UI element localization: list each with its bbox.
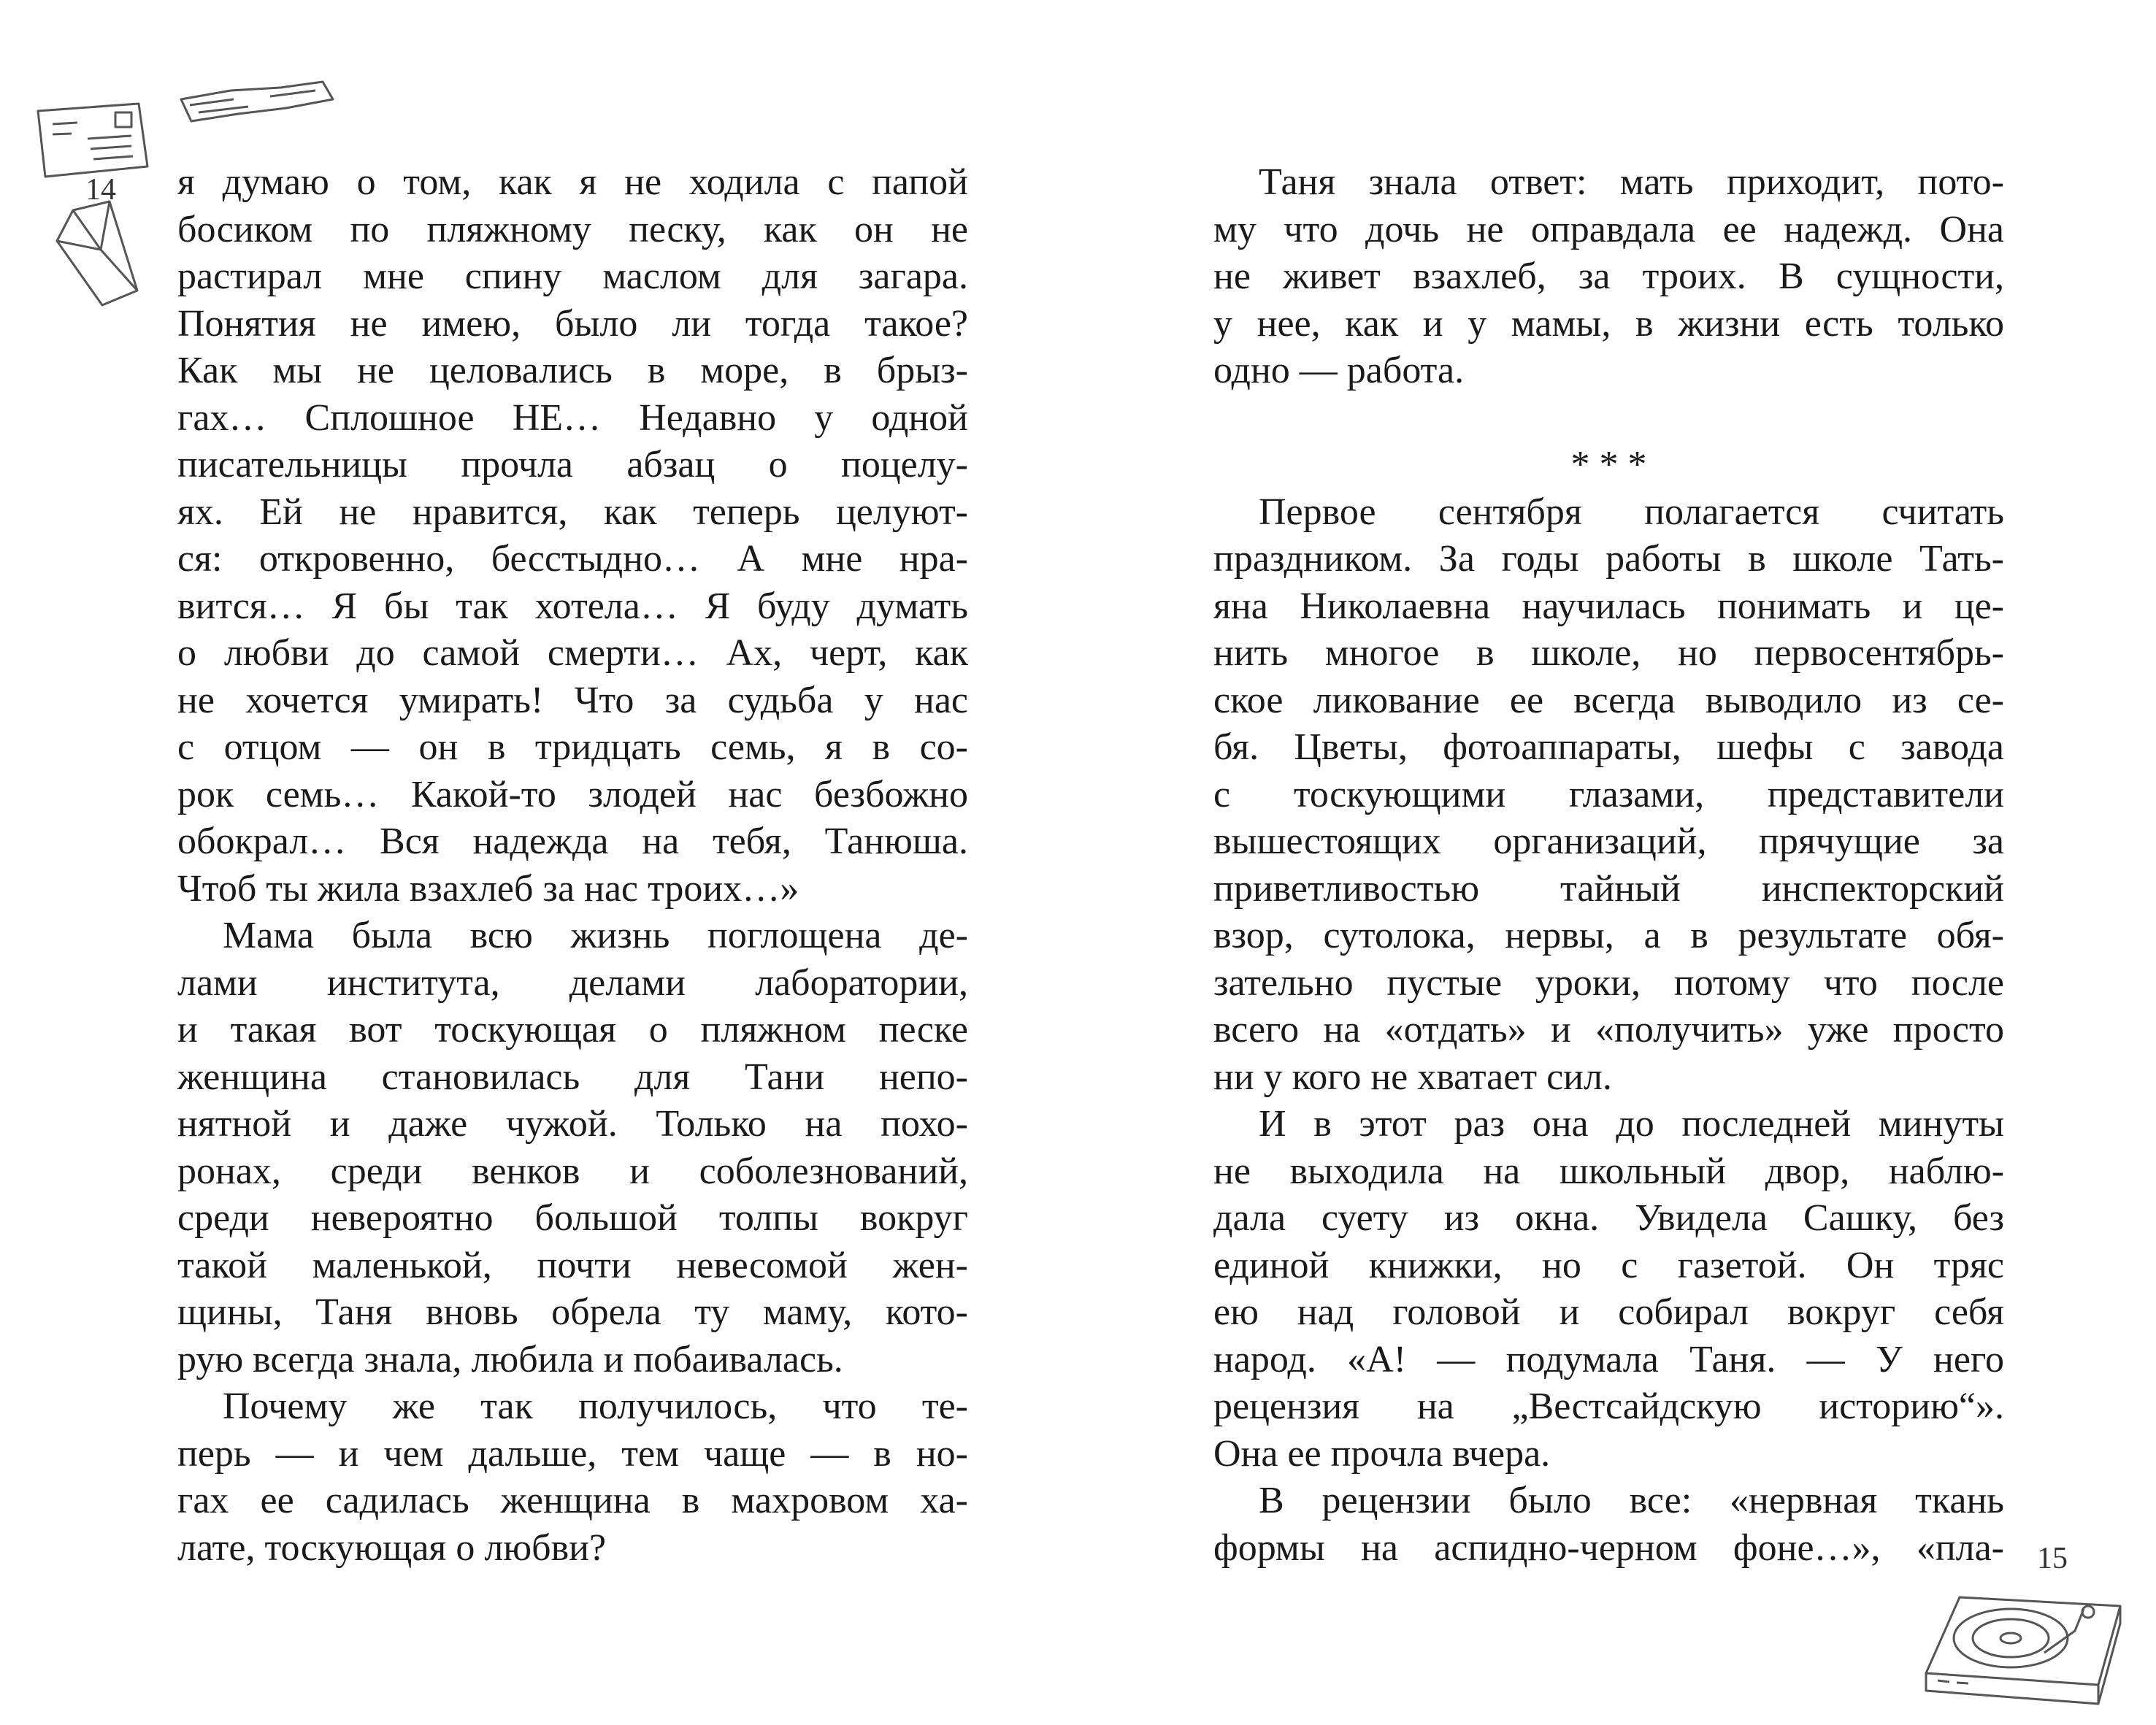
- text-line: обокрал… Вся надежда на тебя, Танюша.: [177, 821, 968, 862]
- envelope-icon: [38, 104, 147, 177]
- page-number: 15: [2037, 1542, 2068, 1575]
- text-line: у нее, как и у мамы, в жизни есть только: [1213, 302, 2004, 345]
- record-player-icon: [1916, 1583, 2128, 1710]
- text-line: Она ее прочла вчера.: [1213, 1432, 1551, 1475]
- text-line: праздником. За годы работы в школе Тать-: [1213, 538, 2004, 580]
- text-line: дала суету из окна. Увидела Сашку, без: [1213, 1197, 2004, 1239]
- text-line: Мама была всю жизнь поглощена де-: [223, 915, 968, 956]
- text-line: среди невероятно большой толпы вокруг: [177, 1197, 968, 1239]
- text-line: такой маленькой, почти невесомой жен-: [177, 1244, 968, 1286]
- page-number: 14: [85, 173, 116, 207]
- text-line: женщина становилась для Тани непо-: [177, 1056, 968, 1098]
- text-line: И в этот раз она до последней минуты: [1259, 1103, 2004, 1145]
- text-line: лате, тоскующая о любви?: [177, 1526, 607, 1569]
- text-line: щины, Таня вновь обрела ту маму, кото-: [177, 1291, 968, 1333]
- text-line: с тоскующими глазами, представители: [1213, 773, 2004, 815]
- text-line: о любви до самой смерти… Ах, черт, как: [177, 632, 968, 674]
- text-line: вится… Я бы так хотела… Я буду думать: [177, 585, 968, 627]
- left-text-column: [177, 159, 968, 1572]
- text-line: я думаю о том, как я не ходила с папой: [177, 161, 968, 203]
- text-line: ронах, среди венков и соболезнований,: [177, 1150, 968, 1192]
- text-line: взор, сутолока, нервы, а в результате обя-: [1213, 915, 2004, 956]
- text-line: и такая вот тоскующая о пляжном песке: [177, 1009, 968, 1050]
- text-line: лами института, делами лаборатории,: [177, 961, 968, 1004]
- text-line: му что дочь не оправдала ее надежд. Она: [1213, 208, 2004, 250]
- text-line: растирал мне спину маслом для загара.: [177, 256, 968, 297]
- text-line: народ. «А! — подумала Таня. — У него: [1213, 1338, 2004, 1380]
- text-line: перь — и чем дальше, тем чаще — в но-: [177, 1432, 968, 1475]
- text-line: [1213, 395, 2004, 442]
- text-line: яна Николаевна научилась понимать и це-: [1213, 585, 2004, 627]
- text-line: одно — работа.: [1213, 350, 1465, 391]
- text-line: с отцом — он в тридцать семь, я в со-: [177, 726, 968, 768]
- text-line: ни у кого не хватает сил.: [1213, 1056, 1612, 1098]
- text-line: Первое сентября полагается считать: [1259, 491, 2004, 533]
- text-line: рую всегда знала, любила и побаивалась.: [177, 1338, 843, 1380]
- text-line: Таня знала ответ: мать приходит, пото-: [1259, 161, 2004, 203]
- text-line: всего на «отдать» и «получить» уже просто: [1213, 1009, 2004, 1050]
- right-text-column: [1213, 159, 2004, 1572]
- right-page: [1078, 0, 2156, 1725]
- text-line: Понятия не имею, было ли тогда такое?: [177, 302, 968, 345]
- envelope-icon: [181, 82, 333, 121]
- text-line: Как мы не целовались в море, в брыз-: [177, 350, 968, 391]
- text-line: гах ее садилась женщина в махровом ха-: [177, 1480, 968, 1521]
- envelope-icon: [57, 201, 137, 305]
- text-line: В рецензии было все: «нервная ткань: [1259, 1480, 2004, 1521]
- text-line: приветливостью тайный инспекторский: [1213, 867, 2004, 910]
- section-break: * * *: [1570, 444, 1647, 485]
- text-line: зательно пустые уроки, потому что после: [1213, 961, 2004, 1004]
- text-line: единой книжки, но с газетой. Он тряс: [1213, 1244, 2004, 1286]
- text-line: ся: откровенно, бесстыдно… А мне нра-: [177, 538, 968, 580]
- text-line: ское ликование ее всегда выводило из се-: [1213, 679, 2004, 721]
- text-line: рецензия на „Вестсайдскую историю“».: [1213, 1386, 2004, 1427]
- text-line: вышестоящих организаций, прячущие за: [1213, 821, 2004, 862]
- text-line: нить многое в школе, но первосентябрь-: [1213, 632, 2004, 674]
- text-line: нятной и даже чужой. Только на похо-: [177, 1103, 968, 1145]
- text-line: ях. Ей не нравится, как теперь целуют-: [177, 491, 968, 533]
- text-line: Почему же так получилось, что те-: [223, 1386, 968, 1427]
- text-line: бя. Цветы, фотоаппараты, шефы с завода: [1213, 726, 2004, 768]
- text-line: ею над головой и собирал вокруг себя: [1213, 1291, 2004, 1333]
- text-line: рок семь… Какой-то злодей нас безбожно: [177, 773, 968, 815]
- text-line: писательницы прочла абзац о поцелу-: [177, 444, 968, 485]
- text-line: не живет взахлеб, за троих. В сущности,: [1213, 256, 2004, 297]
- text-line: формы на аспидно-черном фоне…», «пла-: [1213, 1526, 2004, 1569]
- text-line: Чтоб ты жила взахлеб за нас троих…»: [177, 867, 799, 910]
- text-line: гах… Сплошное НЕ… Недавно у одной: [177, 396, 968, 439]
- text-line: не выходила на школьный двор, наблю-: [1213, 1150, 2004, 1192]
- text-line: не хочется умирать! Что за судьба у нас: [177, 679, 968, 721]
- text-line: босиком по пляжному песку, как он не: [177, 208, 968, 250]
